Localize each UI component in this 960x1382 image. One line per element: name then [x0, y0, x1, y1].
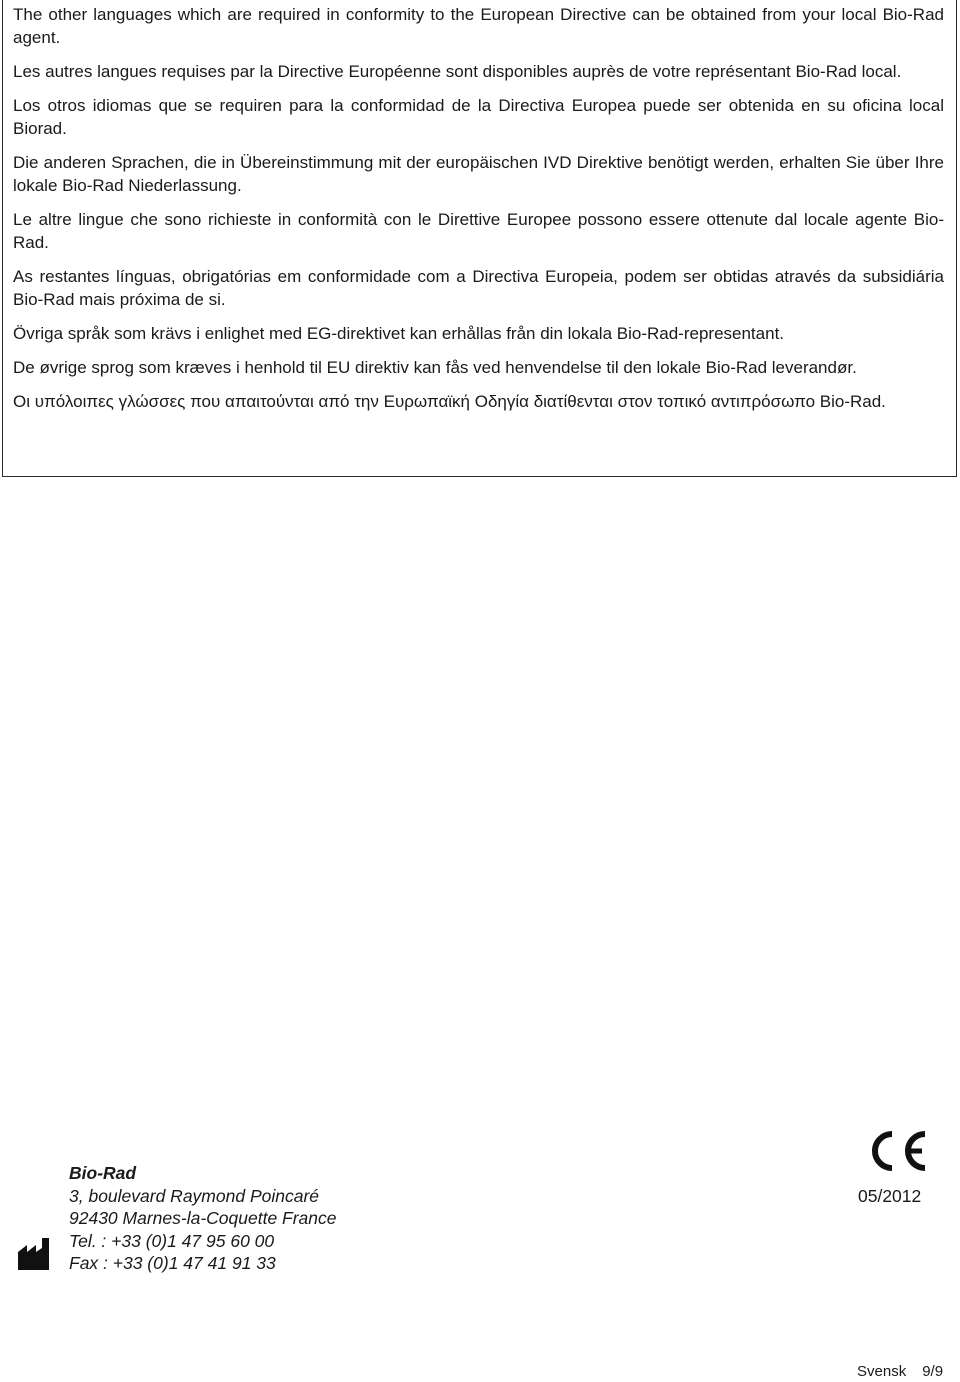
document-language: Svensk	[857, 1363, 907, 1380]
notice-french: Les autres langues requises par la Directive Européenne sont disponibles auprès de votre représentant Bio-Rad local.	[13, 62, 902, 81]
notice-italian: Le altre lingue che sono richieste in conformità con le Direttive Europee possono essere ottenute dal locale agente Bio-Rad.	[13, 210, 944, 252]
manufacturer-factory-icon	[17, 1237, 51, 1271]
fax-number: Fax : +33 (0)1 47 41 91 33	[69, 1253, 276, 1273]
notice-portuguese: As restantes línguas, obrigatórias em conformidade com a Directiva Europeia, podem ser obtidas através da subsidiária Bio-Rad mais próxima de si.	[13, 267, 944, 309]
notice-english: The other languages which are required in conformity to the European Directive can be obtained from your local Bio-Rad agent.	[13, 5, 944, 47]
language-notice-box	[2, 0, 957, 477]
notice-danish: De øvrige sprog som kræves i henhold til EU direktiv kan fås ved henvendelse til den lokale Bio-Rad leverandør.	[13, 358, 857, 377]
notice-swedish: Övriga språk som krävs i enlighet med EG-direktivet kan erhållas från din lokala Bio-Rad-representant.	[13, 324, 785, 343]
notice-greek: Οι υπόλοιπες γλώσσες που απαιτούνται από την Ευρωπαϊκή Οδηγία διατίθενται στον τοπικό αντιπρόσωπο Bio-Rad.	[13, 392, 886, 411]
page-footer	[857, 1362, 943, 1382]
ce-mark-icon	[866, 1127, 928, 1175]
address-city: 92430 Marnes-la-Coquette France	[69, 1208, 337, 1228]
address-street: 3, boulevard Raymond Poincaré	[69, 1185, 320, 1206]
manufacturer-address-block	[69, 1162, 337, 1275]
notice-german: Die anderen Sprachen, die in Übereinstimmung mit der europäischen IVD Direktive benötigt werden, erhalten Sie über Ihre lokale Bio-Rad Niederlassung.	[13, 153, 944, 195]
revision-date: 05/2012	[858, 1186, 922, 1206]
phone-number: Tel. : +33 (0)1 47 95 60 00	[69, 1230, 275, 1251]
notice-spanish: Los otros idiomas que se requiren para la conformidad de la Directiva Europea puede ser obtenida en su oficina local Biorad.	[13, 96, 944, 138]
page-number: 9/9	[922, 1363, 944, 1380]
company-name: Bio-Rad	[69, 1163, 137, 1183]
